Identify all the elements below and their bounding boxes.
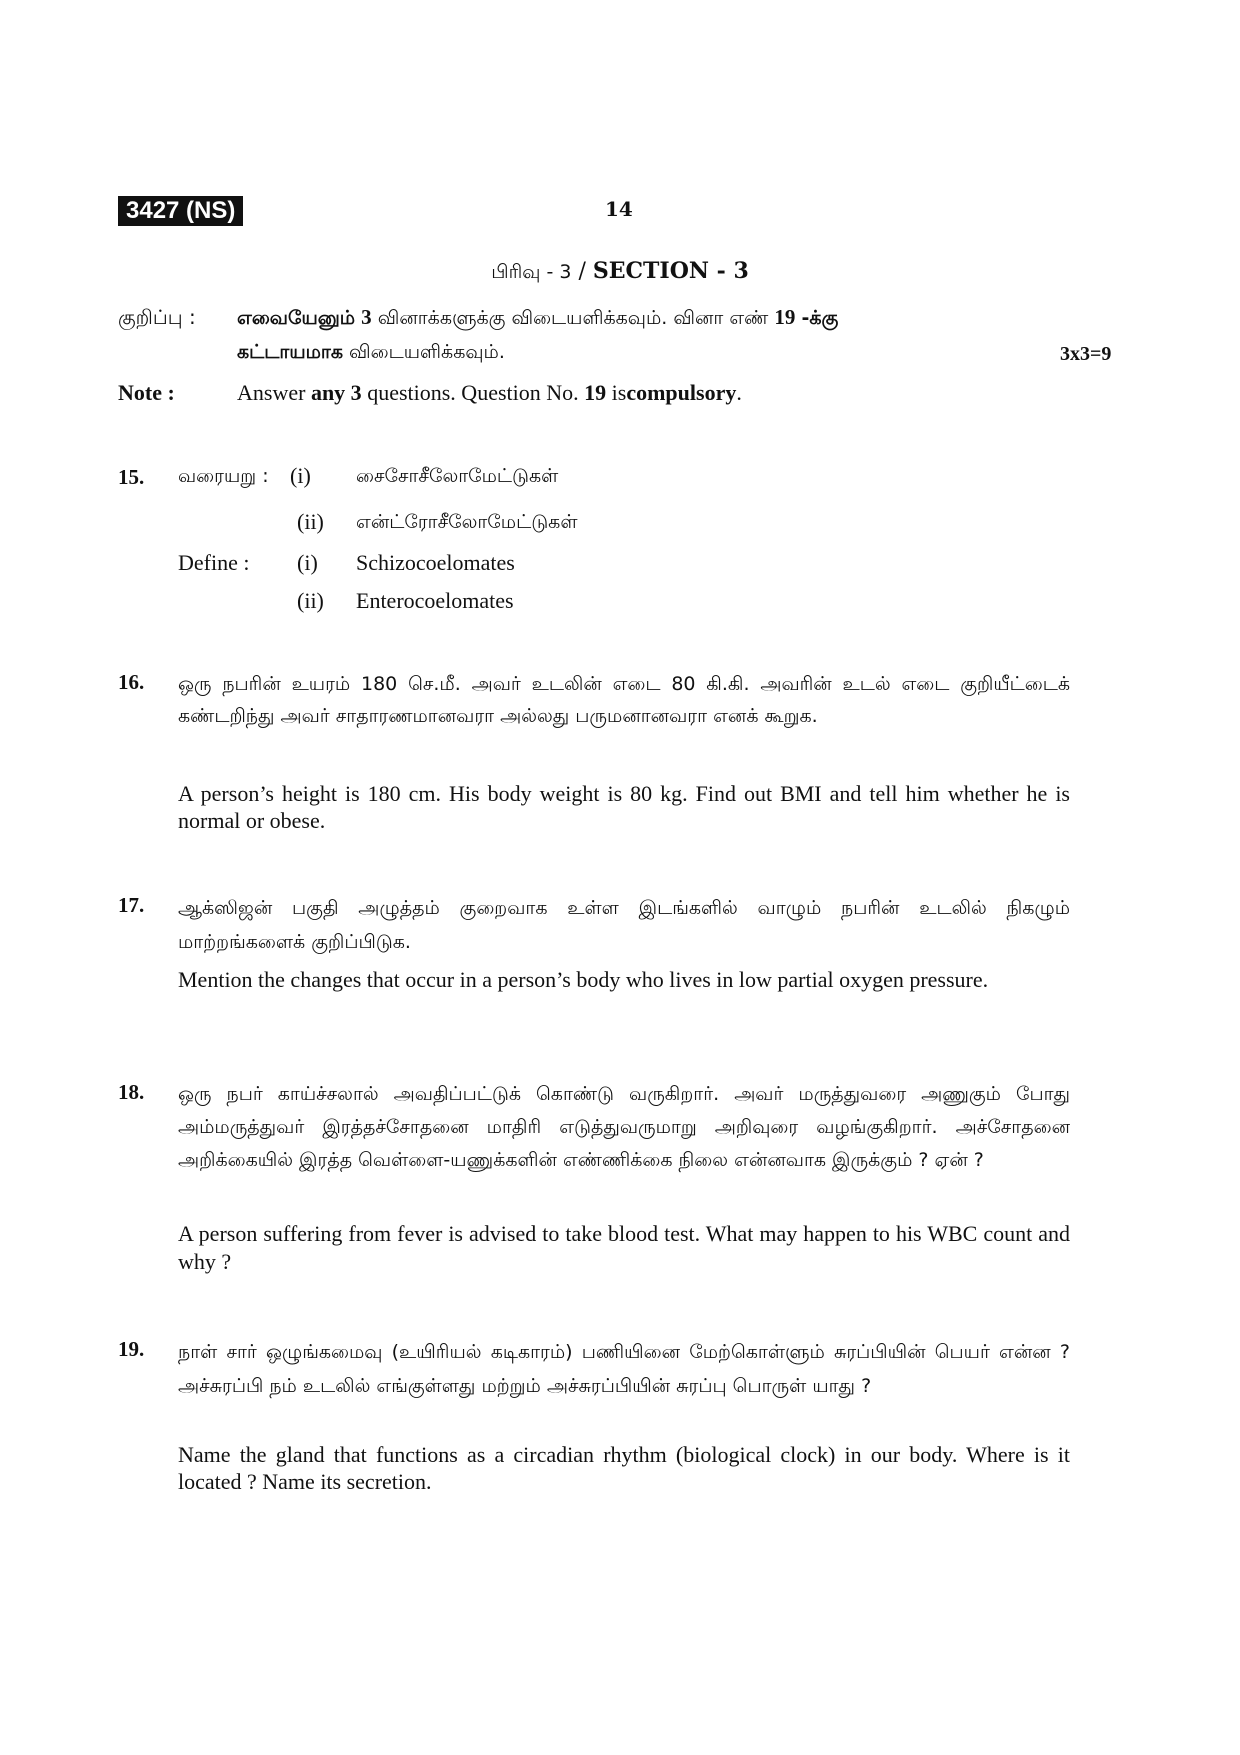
- note-tamil-compulsory: கட்டாயமாக: [237, 341, 343, 363]
- question-15-tamil-ii: என்ட்ரோசீலோமேட்டுகள்: [356, 511, 578, 533]
- question-15-tamil-label: வரையறு :: [178, 465, 269, 487]
- question-15-roman-ii-en: (ii): [297, 588, 324, 613]
- section-heading-tamil: பிரிவு - 3: [491, 261, 572, 283]
- section-heading-english: SECTION - 3: [592, 258, 749, 284]
- question-17-number: 17.: [118, 893, 145, 917]
- note-tamil-line1: [237, 305, 1077, 332]
- question-15-roman-i-en: (i): [297, 550, 318, 575]
- question-15-define-label: Define :: [178, 550, 250, 575]
- paper-code-badge: 3427 (NS): [118, 196, 243, 226]
- question-15-english-i: Schizocoelomates: [356, 550, 515, 575]
- section-heading-separator: /: [578, 259, 586, 284]
- question-16-english: A person’s height is 180 cm. His body weight is 80 kg. Find out BMI and tell him whether he is normal or obese.: [178, 781, 1070, 833]
- note-tamil-line2: [237, 341, 1077, 366]
- note-english-any: any 3: [310, 380, 362, 405]
- question-15-number: 15.: [118, 465, 145, 489]
- note-english-t3: is: [611, 380, 627, 405]
- question-19-english: Name the gland that functions as a circadian rhythm (biological clock) in our body. Where is it located ? Name its secretion.: [178, 1442, 1070, 1494]
- question-19-number: 19.: [118, 1337, 145, 1361]
- note-tamil-any: எவையேனும்: [237, 307, 356, 329]
- question-15-english-ii: Enterocoelomates: [356, 588, 514, 613]
- question-17-english: Mention the changes that occur in a person’s body who lives in low partial oxygen pressure.: [178, 967, 989, 992]
- note-english-t1: Answer: [237, 380, 306, 405]
- question-18-english: A person suffering from fever is advised to take blood test. What may happen to his WBC count and why ?: [178, 1221, 1070, 1274]
- note-english-text: [237, 380, 1077, 406]
- note-tamil-suffix: -க்கு: [801, 307, 839, 329]
- page-number: 14: [605, 197, 633, 221]
- note-tamil-text: வினாக்களுக்கு விடையளிக்கவும். வினா எண்: [377, 307, 769, 329]
- section-heading: [0, 258, 1240, 286]
- note-tamil-count: 3: [361, 305, 372, 329]
- note-english-label: Note :: [118, 380, 175, 405]
- note-english-qno: 19: [584, 380, 607, 405]
- question-15-tamil-i: சைசோசீலோமேட்டுகள்: [356, 465, 559, 487]
- note-tamil-label: குறிப்பு :: [118, 305, 196, 329]
- question-18-number: 18.: [118, 1080, 145, 1104]
- question-19-tamil: நாள் சார் ஒழுங்கமைவு (உயிரியல் கடிகாரம்) பணியினை மேற்கொள்ளும் சுரப்பியின் பெயர் என்ன ? அச்சுரப்பி நம் உடலில் எங்குள்ளது மற்றும் அச்சுரப்பியின் சுரப்பு பொருள் யாது ?: [178, 1341, 1070, 1397]
- note-tamil-question-number: 19: [774, 305, 796, 329]
- question-15-roman-i: (i): [290, 463, 311, 488]
- question-17-tamil: ஆக்ஸிஜன் பகுதி அழுத்தம் குறைவாக உள்ள இடங்களில் வாழும் நபரின் உடலில் நிகழும் மாற்றங்களைக் குறிப்பிடுக.: [178, 897, 1070, 953]
- note-english-compulsory: compulsory: [626, 380, 737, 405]
- question-18-tamil: ஒரு நபர் காய்ச்சலால் அவதிப்பட்டுக் கொண்டு வருகிறார். அவர் மருத்துவரை அணுகும் போது அம்மருத்துவர் இரத்தச்சோதனை மாதிரி எடுத்துவருமாறு அறிவுரை வழங்குகிறார். அச்சோதனை அறிக்கையில் இரத்த வெள்ளை-யணுக்களின் எண்ணிக்கை நிலை என்னவாக இருக்கும் ? ஏன் ?: [178, 1083, 1070, 1171]
- question-16-tamil: ஒரு நபரின் உயரம் 180 செ.மீ. அவர் உடலின் எடை 80 கி.கி. அவரின் உடல் எடை குறியீட்டைக் கண்டறிந்து அவர் சாதாரணமானவரா அல்லது பருமனானவரா எனக் கூறுக.: [178, 673, 1070, 727]
- note-english-t4: .: [736, 380, 742, 405]
- note-tamil-answer: விடையளிக்கவும்.: [349, 341, 505, 363]
- question-16-number: 16.: [118, 670, 145, 694]
- marks-allocation: 3x3=9: [1060, 343, 1112, 365]
- question-15-roman-ii: (ii): [297, 509, 324, 534]
- note-english-t2: questions. Question No.: [367, 380, 579, 405]
